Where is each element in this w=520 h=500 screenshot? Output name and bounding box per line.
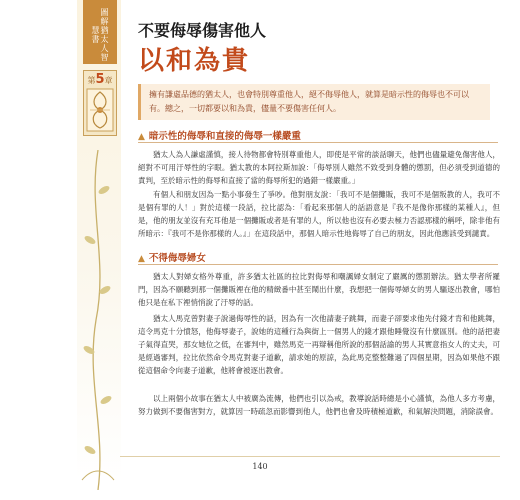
paragraph: 以上兩個小故事在猶太人中被廣為流傳，他們也引以為戒，教導說話時總是小心謹慎，為他人多方考慮，努力做到不要傷害對方，就算因一時疏忽而影響到他人，他們也會及時積極道歉，和氣解決問題，消除誤會。 xyxy=(138,394,500,416)
triangle-icon: ▲ xyxy=(138,254,145,264)
paragraph: 猶太人為人謙虛謹慎，接人待物都會特別尊重他人，即使是平常的談話聊天，他們也儘量避免傷害他人，絕對不可用汙辱性的字眼。猶太教的本阿拉斯加說：「侮辱別人雖然不致受到身體的懲罰，但必須受到道德的責判，至於暗示性的侮辱和直接了當的侮辱所犯的過錯一樣嚴重。」 xyxy=(138,150,500,185)
chapter-suffix: 章 xyxy=(104,76,113,85)
section-heading xyxy=(138,128,301,142)
paragraph: 猶太人對婦女格外尊重，許多猶太社區的拉比對侮辱和嘲諷婦女制定了嚴厲的懲罰辦法。猶太學者所羅門，因為不願聽到那一個攤販裡在他的精緻番中甚至鬧出什麼，我想把一個侮辱婦女的男人驅逐出教會，哪怕他只是在私下裡悄悄說了汙辱的話。 xyxy=(138,272,500,307)
chapter-prefix: 第 xyxy=(87,76,96,85)
section-divider xyxy=(138,264,498,265)
paragraph: 猶太人馬克曾對妻子說過侮辱性的話，因為有一次他請妻子跳舞，而妻子卻要求他先付錢才肯和他跳舞，這令馬克十分憤怒，他侮辱妻子，說她的這種行為與街上一個男人的錢才跟他睡覺沒有什麼區別。他的話把妻子氣得直哭，那女她位之低，在審判中，雖然馬克一再辯稱他所說的那個話諭的男人其實意指女人的丈夫，可是經過審判，拉比依然命令馬克對妻子道歉，請求她的原諒，為此馬克整整難過了四個星期，因為如果他不跟從這個命令向妻子道歉，他將會被逐出教會。 xyxy=(138,314,500,375)
page-subtitle: 不要侮辱傷害他人 xyxy=(138,21,267,40)
section-heading-text: 不得侮辱婦女 xyxy=(148,253,206,264)
series-title: 圖解猶太人智慧書 xyxy=(91,8,109,62)
chapter-number: 5 xyxy=(95,72,105,87)
page-title: 以和為貴 xyxy=(138,46,251,76)
section-divider xyxy=(138,142,498,143)
paragraph: 有個人和朋友因為一點小事發生了爭吵。他對朋友說：「我可不是個攤販，我可不是個叛教的人，我可不是個有罪的人！」對於這樣一段話，拉比認為：「看起來那個人的話語意是『我不是像你那樣的某種人』，但是，他的朋友並沒有充耳他是一個攤販或者是有罪的人，所以他也沒有必要去極力否認那樣的稱呼，除非他有所暗示：『我可不是你那樣的人。』」在這段話中，那個人暗示性地侮辱了自己的朋友，因此他應該受到譴責。 xyxy=(138,190,500,238)
section-heading-text: 暗示性的侮辱和直接的侮辱一樣嚴重 xyxy=(148,131,301,142)
series-title-tab xyxy=(83,0,117,64)
footer-rule xyxy=(120,456,500,457)
chapter-label xyxy=(83,72,117,87)
ornament-icon xyxy=(86,88,114,132)
page-number: 140 xyxy=(252,462,268,471)
triangle-icon: ▲ xyxy=(138,132,145,142)
intro-text: 擁有謙虛品德的猶太人，也會特別尊重他人，絕不侮辱他人，就算是暗示性的侮辱也不可以有。總之，一切都要以和為貴，儘量不要傷害任何人。 xyxy=(149,90,469,113)
intro-box xyxy=(138,84,490,120)
vine-decoration-icon xyxy=(78,150,118,490)
section-heading xyxy=(138,250,206,264)
